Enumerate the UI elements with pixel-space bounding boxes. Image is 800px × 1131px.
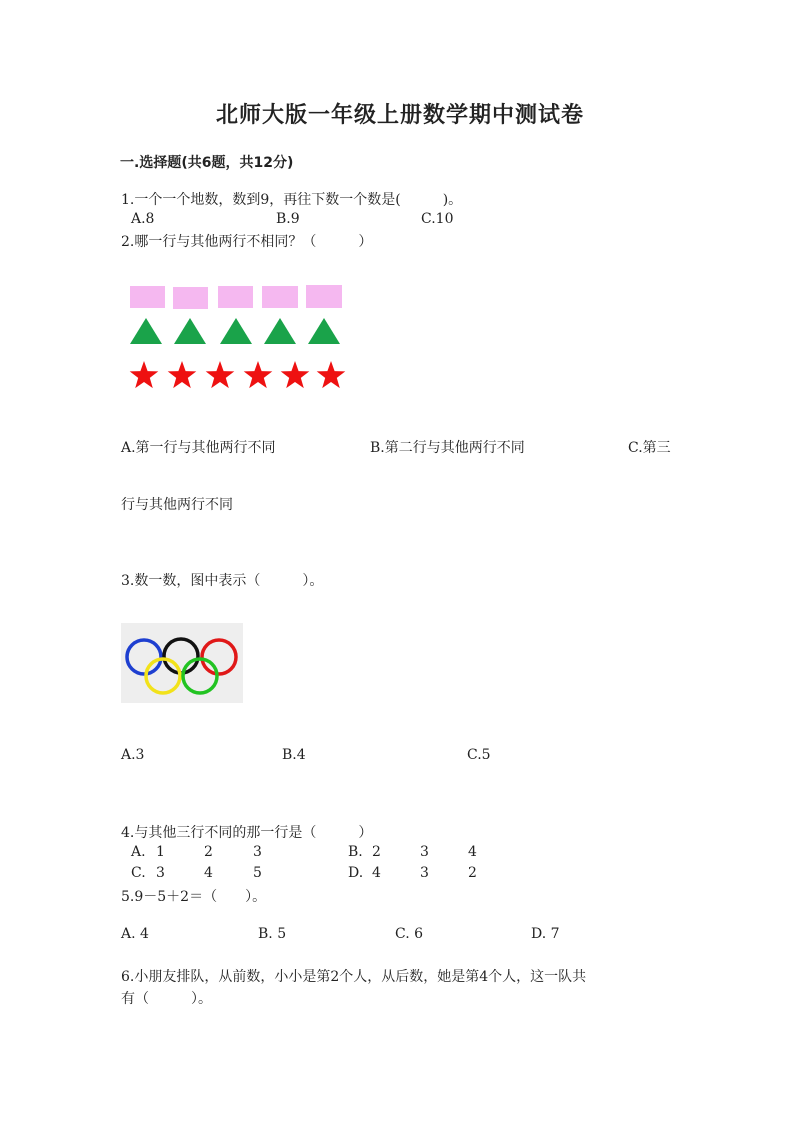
question-3-option-c: C.5 (467, 747, 491, 763)
option-number: 5 (253, 865, 262, 881)
option-number: 4 (372, 865, 381, 881)
pink-rectangle (262, 286, 298, 308)
olympic-rings-image (121, 623, 243, 703)
question-2-option-c-continued: 行与其他两行不同 (121, 497, 233, 513)
option-label: A. (131, 844, 146, 860)
question-5-option-c: C. 6 (395, 926, 424, 942)
question-2-option-c: C.第三 (628, 440, 671, 456)
pink-rectangle (130, 286, 165, 308)
option-label: D. (348, 865, 364, 881)
question-5-option-b: B. 5 (258, 926, 287, 942)
question-3-option-a: A.3 (121, 747, 145, 763)
green-triangle (174, 318, 206, 344)
question-3-stem: 3.数一数，图中表示（ ）。 (121, 573, 324, 589)
pink-rectangle (173, 287, 208, 309)
question-3-option-b: B.4 (282, 747, 306, 763)
question-2-option-b: B.第二行与其他两行不同 (370, 440, 525, 456)
red-star (244, 361, 273, 388)
pink-rectangle (218, 286, 253, 308)
option-label: B. (348, 844, 363, 860)
question-1-option-b: B.9 (276, 211, 300, 227)
green-ring (183, 659, 217, 693)
option-label: C. (131, 865, 146, 881)
red-ring (202, 640, 236, 674)
question-2-option-a: A.第一行与其他两行不同 (121, 440, 276, 456)
option-number: 4 (204, 865, 213, 881)
red-star (168, 361, 197, 388)
question-1-option-c: C.10 (421, 211, 454, 227)
option-number: 2 (468, 865, 477, 881)
question-6-stem-line-2: 有（ ）。 (121, 991, 212, 1007)
green-triangle (220, 318, 252, 344)
red-star (130, 361, 159, 388)
question-5-stem: 5.9－5＋2＝（ ）。 (121, 889, 267, 905)
rectangle-row (130, 285, 342, 309)
option-number: 4 (468, 844, 477, 860)
question-5-option-d: D. 7 (531, 926, 560, 942)
black-ring (164, 639, 198, 673)
yellow-ring (146, 659, 180, 693)
question-4-stem: 4.与其他三行不同的那一行是（ ） (121, 825, 373, 841)
triangle-row (130, 318, 340, 344)
star-row (130, 361, 346, 388)
question-6-stem-line-1: 6.小朋友排队，从前数，小小是第2个人，从后数，她是第4个人，这一队共 (121, 969, 587, 985)
green-triangle (130, 318, 162, 344)
red-star (206, 361, 235, 388)
option-number: 3 (253, 844, 262, 860)
option-number: 3 (420, 865, 429, 881)
blue-ring (127, 640, 161, 674)
green-triangle (308, 318, 340, 344)
option-number: 3 (420, 844, 429, 860)
option-number: 3 (156, 865, 165, 881)
red-star (281, 361, 310, 388)
section-heading: 一.选择题(共6题，共12分) (120, 155, 294, 171)
pink-rectangle (306, 285, 342, 308)
green-triangle (264, 318, 296, 344)
exam-title: 北师大版一年级上册数学期中测试卷 (215, 103, 584, 128)
question-1-stem: 1.一个一个地数，数到9，再往下数一个数是( )。 (121, 192, 463, 208)
question-1-option-a: A.8 (131, 211, 155, 227)
red-star (317, 361, 346, 388)
option-number: 1 (156, 844, 165, 860)
option-number: 2 (372, 844, 381, 860)
question-5-option-a: A. 4 (121, 926, 149, 942)
question-2-stem: 2.哪一行与其他两行不相同？（ ） (121, 234, 373, 250)
option-number: 2 (204, 844, 213, 860)
olympic-rings-figure (121, 623, 243, 703)
shapes-figure (126, 280, 352, 392)
